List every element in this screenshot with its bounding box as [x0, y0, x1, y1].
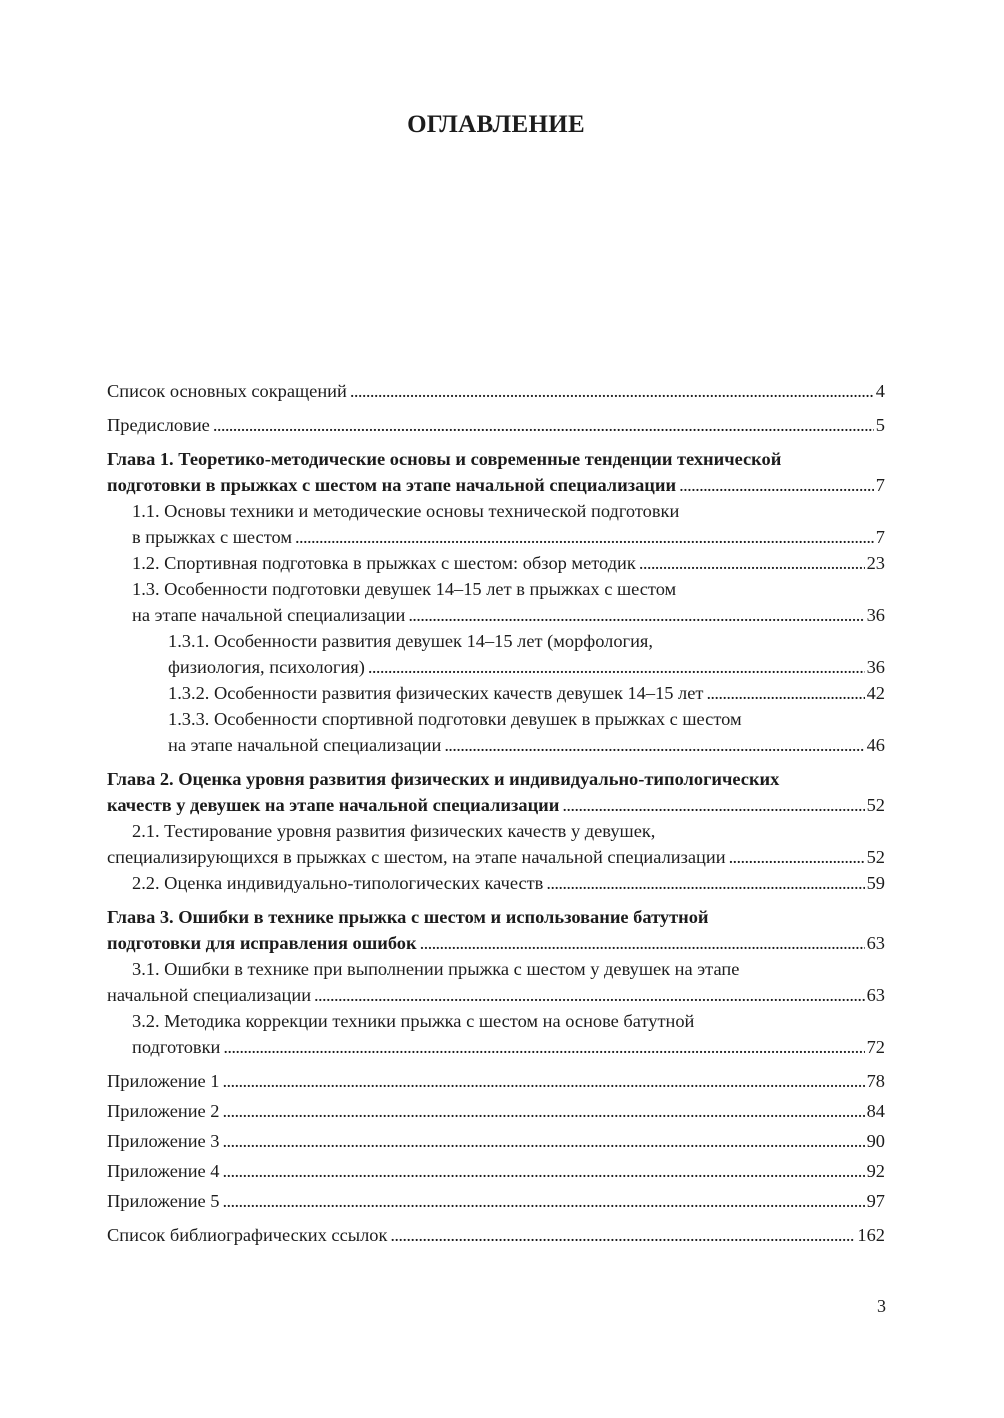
toc-leader [706, 680, 864, 706]
toc-leader [223, 1128, 865, 1154]
toc-entry-title-line: 1.3. Особенности подготовки девушек 14–15 лет в прыжках с шестом [132, 579, 677, 599]
toc-page-number: 72 [866, 1037, 885, 1057]
toc-leader [546, 870, 864, 896]
toc-chapter-3[interactable] [107, 904, 885, 956]
toc-leader [223, 1188, 865, 1214]
toc-chapter-2[interactable] [107, 766, 885, 818]
toc-page-number: 46 [866, 735, 885, 755]
toc-page-number: 78 [866, 1071, 885, 1091]
toc-appendix-4[interactable] [107, 1158, 885, 1184]
toc-entry[interactable] [107, 412, 885, 438]
toc-entry-title-line: 3.1. Ошибки в технике при выполнении прыжка с шестом у девушек на этапе [132, 959, 740, 979]
toc-entry-title: подготовки для исправления ошибок [107, 933, 417, 953]
toc-section-1-3[interactable] [107, 576, 885, 628]
toc-entry-title: Приложение 4 [107, 1161, 220, 1181]
toc-page-number: 52 [866, 847, 885, 867]
toc-appendix-5[interactable] [107, 1188, 885, 1214]
toc-appendix-2[interactable] [107, 1098, 885, 1124]
toc-leader [223, 1034, 864, 1060]
toc-appendix-1[interactable] [107, 1068, 885, 1094]
toc-chapter-1[interactable] [107, 446, 885, 498]
toc-page-number: 97 [866, 1191, 885, 1211]
toc-entry-title: Список основных сокращений [107, 381, 347, 401]
toc-entry-title-line: 2.1. Тестирование уровня развития физических качеств у девушек, [132, 821, 656, 841]
toc-page-number: 63 [866, 933, 885, 953]
toc-entry-title-line: 3.2. Методика коррекции техники прыжка с шестом на основе батутной [132, 1011, 695, 1031]
toc-leader [444, 732, 864, 758]
toc-entry-title: Список библиографических ссылок [107, 1225, 388, 1245]
toc-page-number: 59 [866, 873, 885, 893]
toc-leader [223, 1068, 865, 1094]
toc-entry-title: Приложение 5 [107, 1191, 220, 1211]
toc-entry[interactable] [107, 378, 885, 404]
toc-entry-title: 2.2. Оценка индивидуально-типологических качеств [132, 873, 544, 893]
toc-entry-title-line: 1.3.3. Особенности спортивной подготовки девушек в прыжках с шестом [168, 709, 742, 729]
toc-leader [223, 1158, 865, 1184]
toc-entry-title: начальной специализации [107, 985, 312, 1005]
toc-page-number: 90 [866, 1131, 885, 1151]
toc-bibliography[interactable] [107, 1222, 885, 1248]
toc-page-number: 92 [866, 1161, 885, 1181]
toc-leader [639, 550, 865, 576]
toc-leader [679, 472, 874, 498]
toc-entry-title: 1.3.2. Особенности развития физических качеств девушек 14–15 лет [168, 683, 704, 703]
toc-page-number: 63 [866, 985, 885, 1005]
toc-leader [390, 1222, 855, 1248]
toc-entry-title: Приложение 2 [107, 1101, 220, 1121]
toc-entry-title: Предисловие [107, 415, 210, 435]
toc-page-number: 42 [866, 683, 885, 703]
toc-entry-title: в прыжках с шестом [132, 527, 292, 547]
toc-entry-title: Приложение 3 [107, 1131, 220, 1151]
toc-page-number: 23 [866, 553, 885, 573]
toc-page-number: 84 [866, 1101, 885, 1121]
toc-entry-title: на этапе начальной специализации [132, 605, 406, 625]
toc-entry-title: физиология, психология) [168, 657, 365, 677]
toc-entry-title-line: Глава 1. Теоретико-методические основы и современные тенденции технической [107, 449, 782, 469]
table-of-contents [107, 378, 885, 1248]
toc-entry-title: подготовки в прыжках с шестом на этапе начальной специализации [107, 475, 677, 495]
page-number: 3 [877, 1296, 886, 1316]
toc-entry-title-line: Глава 3. Ошибки в технике прыжка с шестом и использование батутной [107, 907, 709, 927]
toc-page-number: 7 [875, 527, 885, 547]
toc-page-number: 5 [875, 415, 885, 435]
toc-leader [350, 378, 874, 404]
toc-entry-title: Приложение 1 [107, 1071, 220, 1091]
toc-leader [213, 412, 874, 438]
toc-section-1-3-1[interactable] [107, 628, 885, 680]
toc-entry-title-line: 1.3.1. Особенности развития девушек 14–15 лет (морфология, [168, 631, 653, 651]
toc-section-1-3-3[interactable] [107, 706, 885, 758]
toc-section-3-2[interactable] [107, 1008, 885, 1060]
toc-entry-title-line: Глава 2. Оценка уровня развития физических и индивидуально-типологических [107, 769, 780, 789]
toc-entry-title: качеств у девушек на этапе начальной специализации [107, 795, 560, 815]
toc-leader [729, 844, 865, 870]
toc-page-number: 36 [866, 657, 885, 677]
toc-section-2-2[interactable] [107, 870, 885, 896]
toc-leader [562, 792, 864, 818]
toc-appendix-3[interactable] [107, 1128, 885, 1154]
toc-page-number: 36 [866, 605, 885, 625]
toc-leader [295, 524, 874, 550]
toc-section-1-3-2[interactable] [107, 680, 885, 706]
toc-leader [408, 602, 864, 628]
toc-section-2-1[interactable] [107, 818, 885, 870]
toc-page-number: 4 [875, 381, 885, 401]
toc-leader [223, 1098, 865, 1124]
toc-entry-title: специализирующихся в прыжках с шестом, на этапе начальной специализации [107, 847, 726, 867]
toc-leader [314, 982, 865, 1008]
toc-page-number: 52 [866, 795, 885, 815]
page-title: ОГЛАВЛЕНИЕ [407, 111, 585, 138]
toc-section-3-1[interactable] [107, 956, 885, 1008]
toc-page-number: 7 [875, 475, 885, 495]
toc-entry-title-line: 1.1. Основы техники и методические основы технической подготовки [132, 501, 680, 521]
toc-entry-title: 1.2. Спортивная подготовка в прыжках с шестом: обзор методик [132, 553, 636, 573]
toc-page-number: 162 [857, 1225, 885, 1245]
toc-section-1-2[interactable] [107, 550, 885, 576]
toc-entry-title: на этапе начальной специализации [168, 735, 442, 755]
toc-entry-title: подготовки [132, 1037, 221, 1057]
toc-section-1-1[interactable] [107, 498, 885, 550]
toc-leader [420, 930, 865, 956]
toc-leader [368, 654, 865, 680]
